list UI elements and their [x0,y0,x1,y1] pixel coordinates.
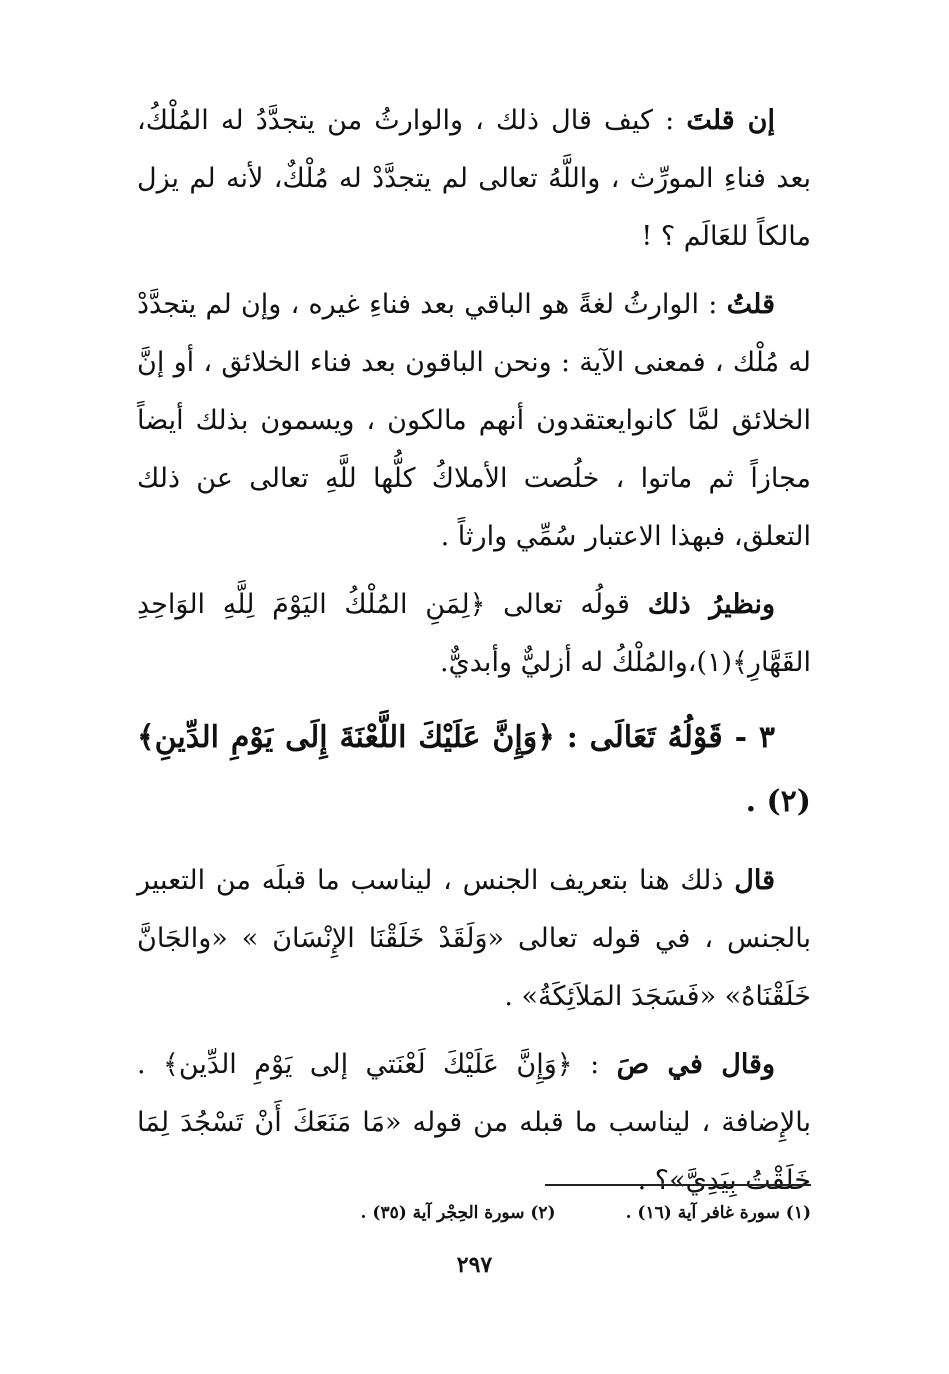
paragraph-lead: قال [734,865,775,896]
paragraph-text: ذلك هنا بتعريف الجنس ، ليناسب ما قبلَه من التعبير بالجنس ، في قوله تعالى «وَلَقَدْ خَلَقْنَا الإِنْسَانَ » «والجَانَّ خَلَقْنَاهُ» «فَسَجَدَ المَلاَئِكَةُ» . [137,865,811,1012]
paragraph-lead: ونظيرُ ذلك [647,589,775,620]
paragraph-lead: وقال في صَ [616,1049,775,1080]
paragraph-analogy [137,576,811,692]
paragraph-text: : كيف قال ذلك ، والوارثُ من يتجدَّدُ له المُلْكُ، بعد فناءِ المورِّث ، واللَّهُ تعالى لم يتجدَّدْ له مُلْكٌ، لأنه لم يزل مالكاً للعَالَم ؟ ! [137,105,811,252]
footnotes [137,1198,811,1228]
section-verse: ﴿وَإِنَّ عَلَيْكَ اللَّعْنَةَ إِلَى يَوْمِ الدِّينِ﴾(٢) . [137,720,811,819]
paragraph-lead: إن قلتَ [686,105,775,136]
paragraph-answer [137,276,811,566]
paragraph-text: قولُه تعالى ﴿لِمَنِ المُلْكُ اليَوْمَ لِلَّهِ الوَاحِدِ القَهَّارِ﴾(١)،والمُلْكُ له أزليٌّ وأبديٌّ. [137,589,811,678]
section-heading [137,706,811,834]
page-body [137,92,811,1220]
section-number: ٣ - [734,720,776,755]
footnote-separator [545,1184,811,1186]
footnote-2: (٢) سورة الحِجْر آية (٣٥) . [360,1203,556,1223]
paragraph-text: : ﴿وَإِنَّ عَلَيْكَ لَعْنَتي إلى يَوْمِ الدِّين﴾ . بالإِضافة ، ليناسب ما قبله من قوله «مَا مَنَعَكَ أَنْ تَسْجُدَ لِمَا خَلَقْتُ بِيَدِيَّ»؟ . [137,1049,811,1196]
paragraph-question [137,92,811,266]
footnote-1: (١) سورة غافر آية (١٦) . [625,1203,811,1223]
section-colon: : [566,720,578,755]
section-label: قَوْلُهُ تَعَالَى [589,720,723,755]
paragraph-explanation [137,852,811,1026]
paragraph-text: : الوارثُ لغةً هو الباقي بعد فناءِ غيره ، وإن لم يتجدَّدْ له مُلْك ، فمعنى الآية : ونحن الباقون بعد فناء الخلائق ، أو إنَّ الخلائق لمَّا كانوايعتقدون أنهم مالكون ، ويسمون بذلك أيضاً مجازاً ثم ماتوا ، خلُصت الأملاكُ كلُّها للَّهِ تعالى عن ذلك التعلق، فبهذا الاعتبار سُمِّي وارثاً . [137,289,811,552]
page-number: ٢٩٧ [456,1252,493,1278]
paragraph-lead: قلتُ [726,289,775,320]
